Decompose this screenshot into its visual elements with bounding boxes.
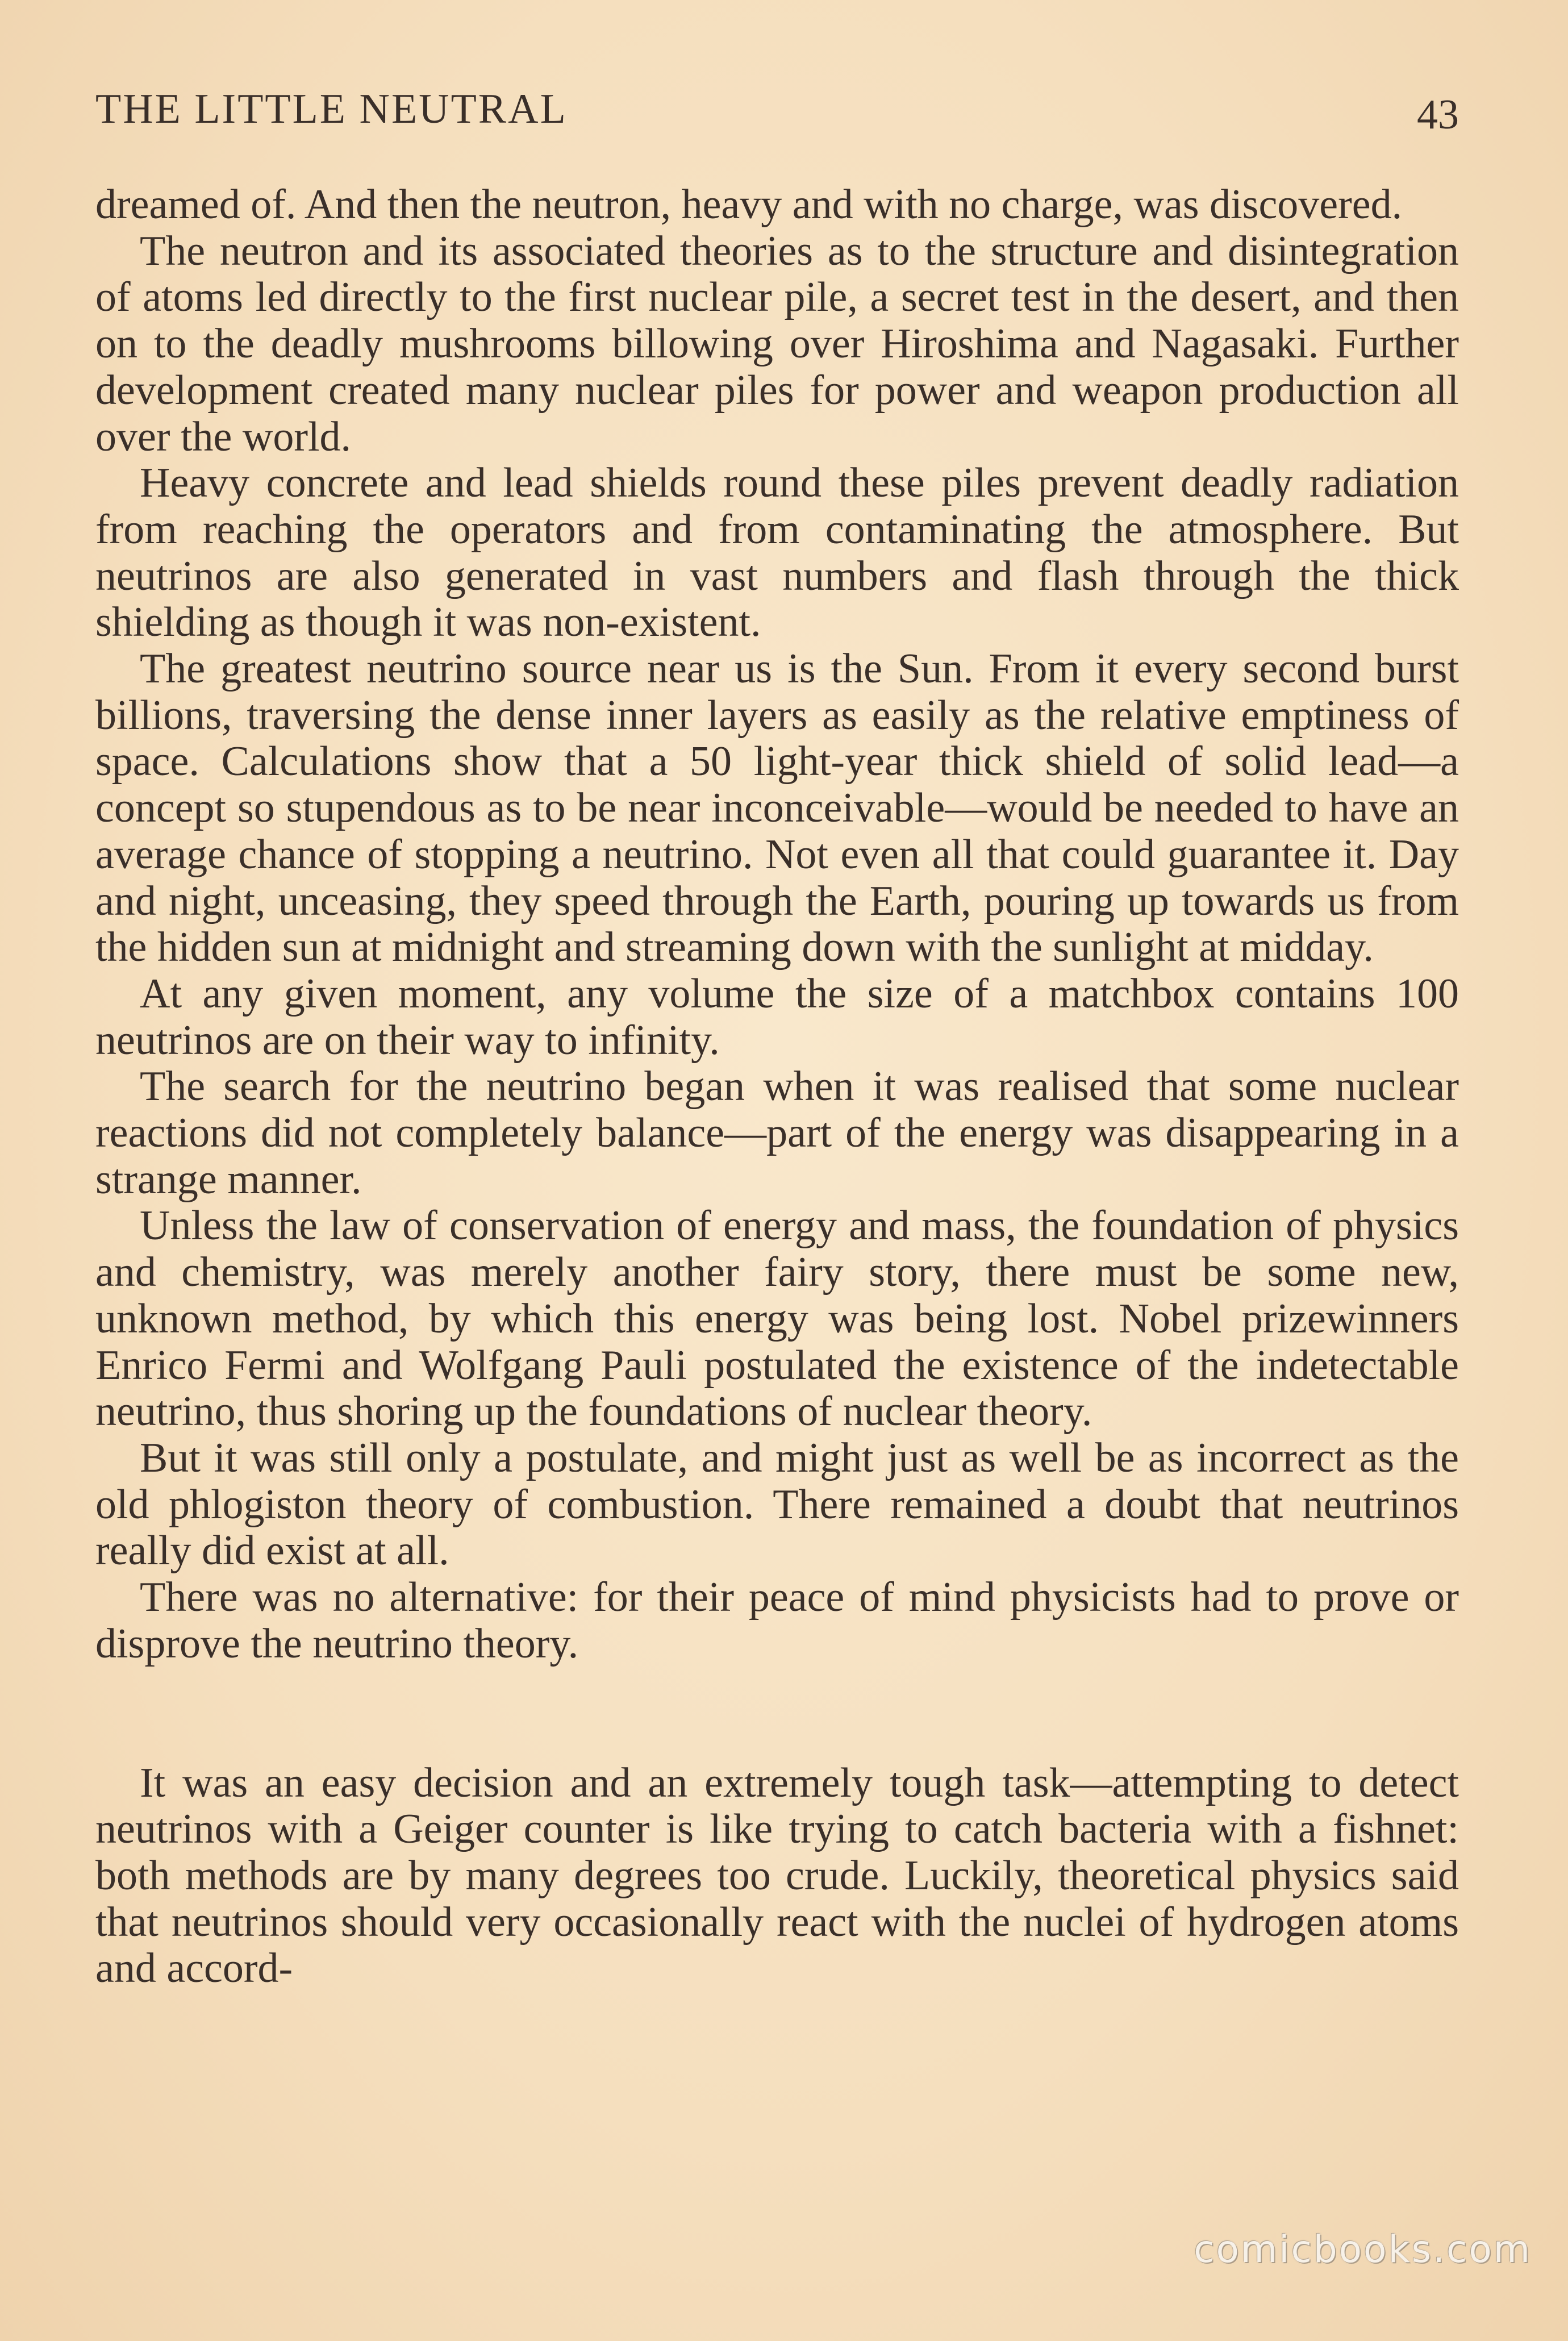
section-break [95, 1668, 1459, 1760]
page-header [95, 85, 1459, 153]
page-number: 43 [1417, 91, 1459, 138]
body-text [95, 182, 1459, 1992]
paragraph: The search for the neutrino began when it was realised that some nuclear reactions did not completely balance—part of the energy was disappearing in a strange manner. [95, 1063, 1459, 1203]
paragraph: But it was still only a postulate, and might just as well be as incorrect as the old phlogiston theory of combustion. There remained a doubt that neutrinos really did exist at all. [95, 1434, 1459, 1574]
paragraph: Unless the law of conservation of energy and mass, the foundation of physics and chemistry, was merely another fairy story, there must be some new, unknown method, by which this energy was being lost. Nobel prizewinners Enrico Fermi and Wolfgang Pauli postulated the existence of the indetectable neutrino, thus shoring up the foundations of nuclear theory. [95, 1202, 1459, 1435]
running-head: THE LITTLE NEUTRAL [95, 86, 568, 132]
paragraph: dreamed of. And then the neutron, heavy and with no charge, was discovered. [95, 181, 1403, 228]
paragraph: There was no alternative: for their peace of mind physicists had to prove or disprove the neutrino theory. [95, 1574, 1459, 1667]
paragraph: Heavy concrete and lead shields round these piles prevent deadly radiation from reaching the operators and from contaminating the atmosphere. But neutrinos are also generated in vast numbers and flash through the thick shielding as though it was non-existent. [95, 460, 1459, 646]
paragraph: The greatest neutrino source near us is the Sun. From it every second burst billions, traversing the dense inner layers as easily as the relative emptiness of space. Calculations show that a 50 light-year thick shield of solid lead—a concept so stupendous as to be near inconceivable—would be needed to have an average chance of stopping a neutrino. Not even all that could guarantee it. Day and night, unceasing, they speed through the Earth, pouring up towards us from the hidden sun at midnight and streaming down with the sunlight at midday. [95, 645, 1459, 971]
watermark-logo: comicbooks.com [1194, 2227, 1532, 2271]
paragraph: It was an easy decision and an extremely tough task—attempting to detect neutrinos with a Geiger counter is like trying to catch bacteria with a fishnet: both methods are by many degrees too crude. Luckily, theoretical physics said that neutrinos should very occasionally react with the nuclei of hydrogen atoms and accord- [95, 1759, 1459, 1992]
paragraph: At any given moment, any volume the size of a matchbox contains 100 neutrinos are on their way to infinity. [95, 970, 1459, 1064]
paragraph: The neutron and its associated theories as to the structure and disintegration of atoms led directly to the first nuclear pile, a secret test in the desert, and then on to the deadly mushrooms billowing over Hiroshima and Nagasaki. Further development created many nuclear piles for power and weapon production all over the world. [95, 227, 1459, 460]
